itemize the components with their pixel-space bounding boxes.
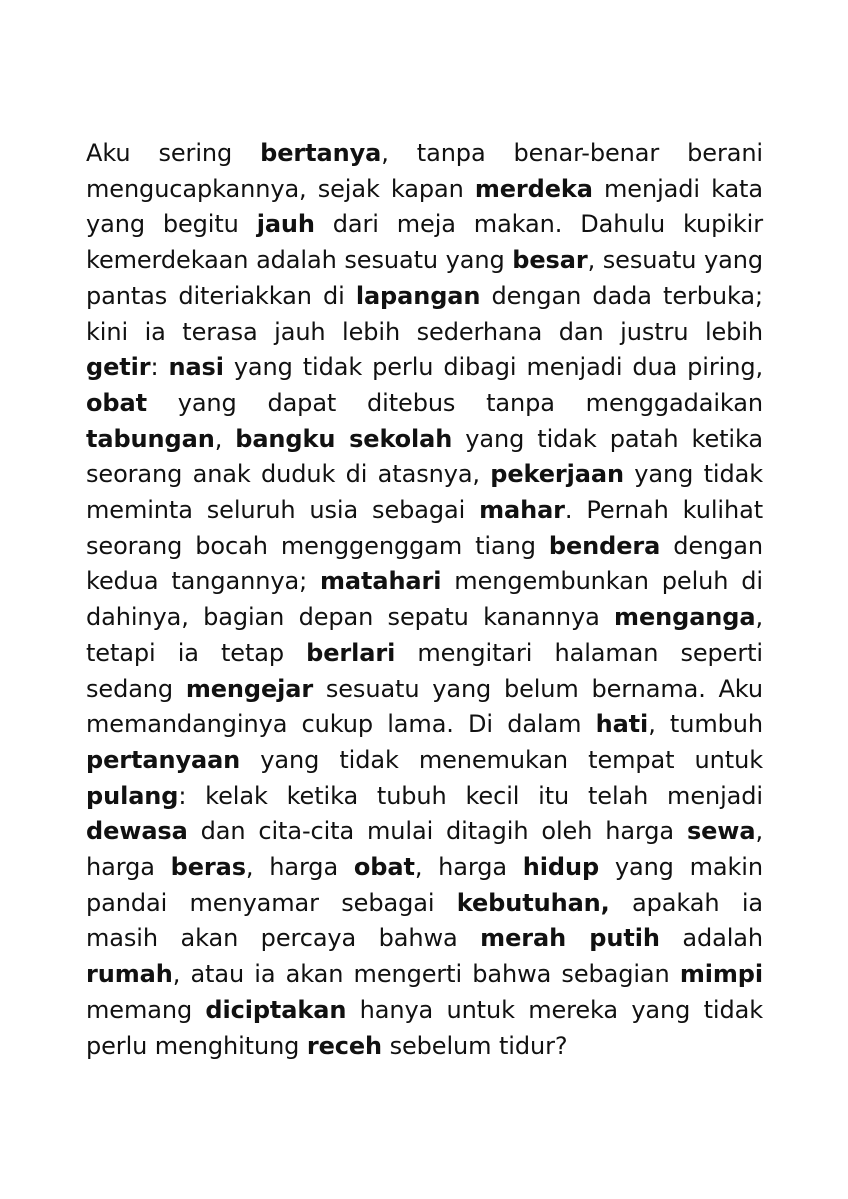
bold-keyword: kebutuhan, xyxy=(456,888,610,917)
text-run: hanya untuk mereka yang tidak perlu menghitung xyxy=(86,995,763,1060)
bold-keyword: bertanya xyxy=(260,139,382,167)
text-run: memang xyxy=(86,995,206,1024)
bold-keyword: hidup xyxy=(522,853,600,882)
text-run: apakah ia masih akan percaya bahwa xyxy=(86,888,763,953)
text-run: yang tidak menemukan tempat untuk xyxy=(240,745,763,774)
bold-keyword: pulang xyxy=(86,781,179,810)
text-run: yang makin pandai menyamar sebagai xyxy=(86,853,763,917)
bold-keyword: matahari xyxy=(319,567,442,596)
text-run: : kelak ketika tubuh kecil itu telah menjadi xyxy=(178,781,763,810)
bold-keyword: lapangan xyxy=(355,281,481,310)
text-run: Aku sering xyxy=(86,139,261,167)
bold-keyword: mimpi xyxy=(679,960,763,989)
text-run: dan cita-cita mulai ditagih oleh harga xyxy=(187,817,687,846)
bold-keyword: merah putih xyxy=(480,924,660,953)
text-run: dari meja makan. Dahulu kupikir kemerdekaan adalah sesuatu yang xyxy=(86,210,764,275)
bold-keyword: diciptakan xyxy=(205,995,347,1024)
bold-keyword: obat xyxy=(353,853,415,882)
text-run: , sesuatu yang pantas diteriakkan di xyxy=(86,246,763,310)
text-run: , atau ia akan mengerti bahwa sebagian xyxy=(172,960,680,989)
text-run: mengitari halaman seperti sedang xyxy=(86,638,763,703)
text-run: sebelum tidur? xyxy=(382,1031,568,1060)
text-run: , tumbuh xyxy=(648,710,763,739)
text-run: yang tidak perlu dibagi menjadi dua piring, xyxy=(223,353,763,382)
text-run: dengan kedua tangannya; xyxy=(86,531,764,596)
bold-keyword: nasi xyxy=(168,353,224,382)
text-run: mengembunkan peluh di dahinya, bagian depan sepatu kanannya xyxy=(86,567,763,632)
text-run: menjadi kata yang begitu xyxy=(86,174,763,239)
bold-keyword: sewa xyxy=(686,817,756,846)
text-run: , xyxy=(214,424,236,453)
text-run: yang dapat ditebus tanpa menggadaikan xyxy=(146,388,763,417)
text-run: , tanpa benar-benar berani mengucapkannya, sejak kapan xyxy=(86,139,763,203)
text-run: yang tidak patah ketika seorang anak duduk di atasnya, xyxy=(86,424,763,489)
essay-paragraph xyxy=(86,136,763,1064)
text-run: , harga xyxy=(414,853,523,882)
bold-keyword: hati xyxy=(595,710,649,739)
text-run: , harga xyxy=(86,817,763,882)
bold-keyword: bendera xyxy=(548,531,661,560)
text-run: : xyxy=(150,353,169,382)
bold-keyword: besar xyxy=(512,246,588,275)
text-run: sesuatu yang belum bernama. Aku memandanginya cukup lama. Di dalam xyxy=(86,674,763,739)
bold-keyword: obat xyxy=(86,388,147,417)
text-run: adalah xyxy=(659,924,764,953)
bold-keyword: rumah xyxy=(86,960,173,989)
bold-keyword: mahar xyxy=(479,496,565,525)
bold-keyword: tabungan xyxy=(86,424,215,453)
text-run: yang tidak meminta seluruh usia sebagai xyxy=(86,460,764,525)
bold-keyword: receh xyxy=(306,1031,383,1060)
bold-keyword: getir xyxy=(86,353,151,382)
bold-keyword: menganga xyxy=(614,603,756,632)
text-run: , tetapi ia tetap xyxy=(86,603,763,667)
text-run: . Pernah kulihat seorang bocah menggenggam tiang xyxy=(86,496,764,560)
bold-keyword: beras xyxy=(170,853,246,882)
bold-keyword: mengejar xyxy=(185,674,314,703)
text-run: , harga xyxy=(245,853,354,882)
bold-keyword: pertanyaan xyxy=(86,745,241,774)
bold-keyword: dewasa xyxy=(86,817,188,846)
text-run: dengan dada terbuka; kini ia terasa jauh lebih sederhana dan justru lebih xyxy=(86,281,763,346)
bold-keyword: pekerjaan xyxy=(490,460,624,489)
bold-keyword: merdeka xyxy=(474,174,593,203)
bold-keyword: bangku sekolah xyxy=(235,424,453,453)
bold-keyword: berlari xyxy=(306,638,396,667)
bold-keyword: jauh xyxy=(256,210,315,239)
